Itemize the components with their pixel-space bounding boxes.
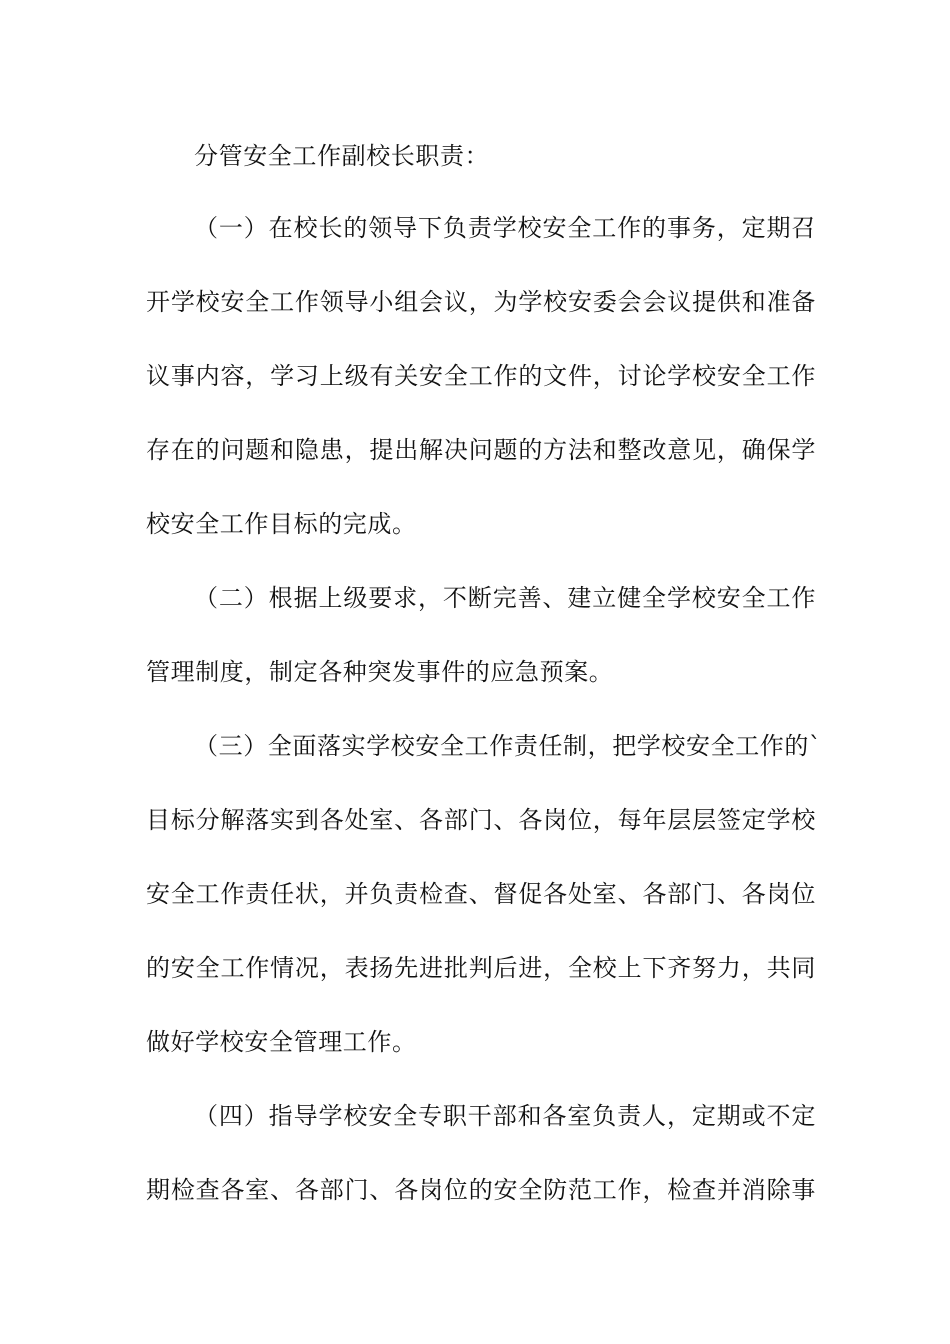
paragraph-2-line-1: （二）根据上级要求，不断完善、建立健全学校安全工作	[194, 584, 816, 612]
paragraph-4-line-1: （四）指导学校安全专职干部和各室负责人，定期或不定	[194, 1102, 816, 1130]
section-heading: 分管安全工作副校长职责：	[194, 142, 490, 170]
paragraph-3-line-4: 的安全工作情况，表扬先进批判后进，全校上下齐努力，共同	[146, 954, 816, 982]
paragraph-1-line-2: 开学校安全工作领导小组会议，为学校安委会会议提供和准备	[146, 288, 816, 316]
paragraph-3-line-1: （三）全面落实学校安全工作责任制，把学校安全工作的`	[194, 732, 822, 760]
paragraph-3-line-2: 目标分解落实到各处室、各部门、各岗位，每年层层签定学校	[146, 806, 816, 834]
paragraph-2-line-2: 管理制度，制定各种突发事件的应急预案。	[146, 658, 614, 686]
paragraph-4-line-2: 期检查各室、各部门、各岗位的安全防范工作，检查并消除事	[146, 1176, 816, 1204]
paragraph-3-line-3: 安全工作责任状，并负责检查、督促各处室、各部门、各岗位	[146, 880, 816, 908]
paragraph-1-line-4: 存在的问题和隐患，提出解决问题的方法和整改意见，确保学	[146, 436, 816, 464]
paragraph-1-line-5: 校安全工作目标的完成。	[146, 510, 417, 538]
paragraph-3-line-5: 做好学校安全管理工作。	[146, 1028, 417, 1056]
paragraph-1-line-3: 议事内容，学习上级有关安全工作的文件，讨论学校安全工作	[146, 362, 816, 390]
paragraph-1-line-1: （一）在校长的领导下负责学校安全工作的事务，定期召	[194, 214, 816, 242]
